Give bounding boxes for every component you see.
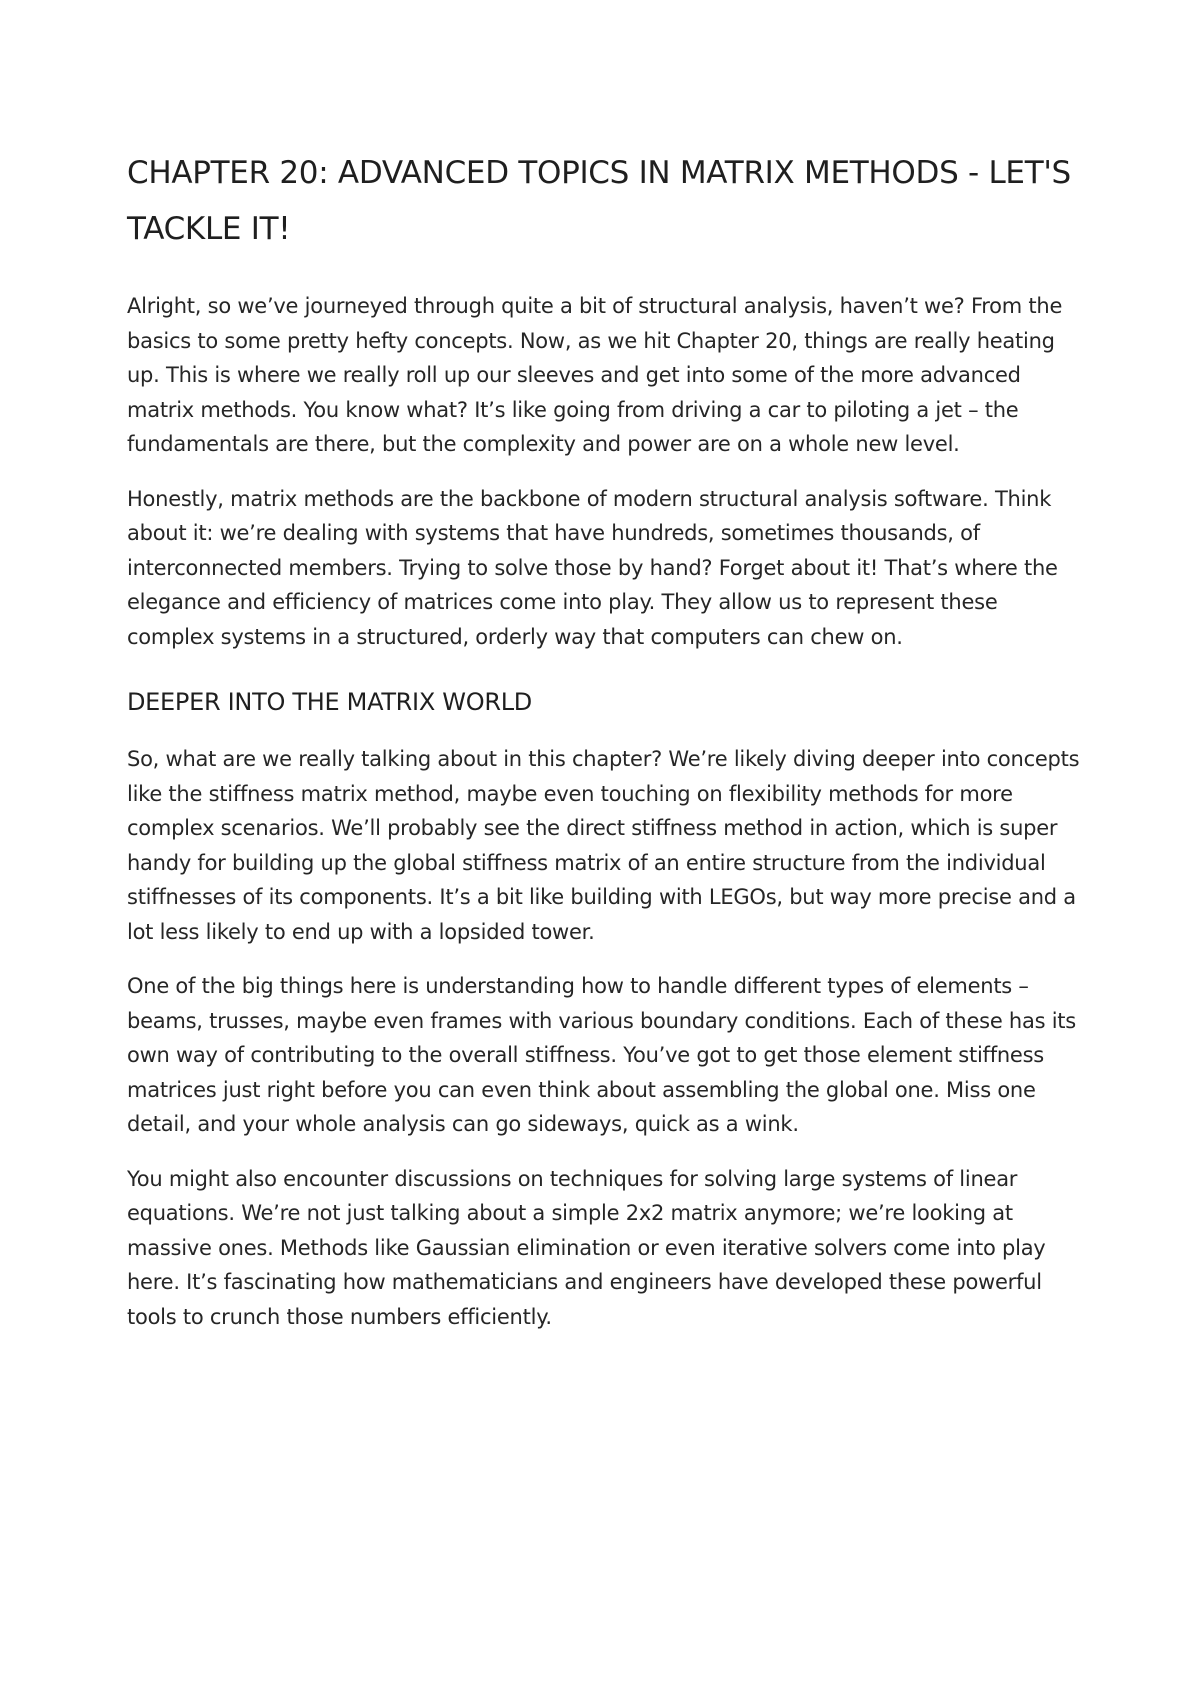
intro-paragraph-2: Honestly, matrix methods are the backbone of modern structural analysis software. Think about it: we’re dealing with systems that have hundreds, sometimes thousands, of interconnected members. Trying to solve those by hand? Forget about it! That’s where the elegance and efficiency of matrices come into play. They allow us to represent these complex systems in a structured, orderly way that computers can chew on. <box>127 486 1058 649</box>
section-paragraph-2: One of the big things here is understanding how to handle different types of elements – beams, trusses, maybe even frames with various boundary conditions. Each of these has its own way of contributing to the overall stiffness. You’ve got to get those element stiffness matrices just right before you can even think about assembling the global one. Miss one detail, and your whole analysis can go sideways, quick as a wink. <box>127 974 1076 1136</box>
document-page <box>127 145 1087 1354</box>
section-paragraph-1: So, what are we really talking about in this chapter? We’re likely diving deeper into concepts like the stiffness matrix method, maybe even touching on flexibility methods for more complex scenarios. We’ll probably see the direct stiffness method in action, which is super handy for building up the global stiffness matrix of an entire structure from the individual stiffnesses of its components. It’s a bit like building with LEGOs, but way more precise and a lot less likely to end up with a lopsided tower. <box>127 747 1080 944</box>
section-heading: DEEPER INTO THE MATRIX WORLD <box>127 688 532 716</box>
chapter-title: CHAPTER 20: ADVANCED TOPICS IN MATRIX METHODS - LET'S TACKLE IT! <box>127 155 1071 247</box>
section-paragraph-3: You might also encounter discussions on techniques for solving large systems of linear equations. We’re not just talking about a simple 2x2 matrix anymore; we’re looking at massive ones. Methods like Gaussian elimination or even iterative solvers come into play here. It’s fascinating how mathematicians and engineers have developed these powerful tools to crunch those numbers efficiently. <box>127 1166 1046 1329</box>
intro-paragraph-1: Alright, so we’ve journeyed through quite a bit of structural analysis, haven’t we? From the basics to some pretty hefty concepts. Now, as we hit Chapter 20, things are really heating up. This is where we really roll up our sleeves and get into some of the more advanced matrix methods. You know what? It’s like going from driving a car to piloting a jet – the fundamentals are there, but the complexity and power are on a whole new level. <box>127 294 1063 456</box>
